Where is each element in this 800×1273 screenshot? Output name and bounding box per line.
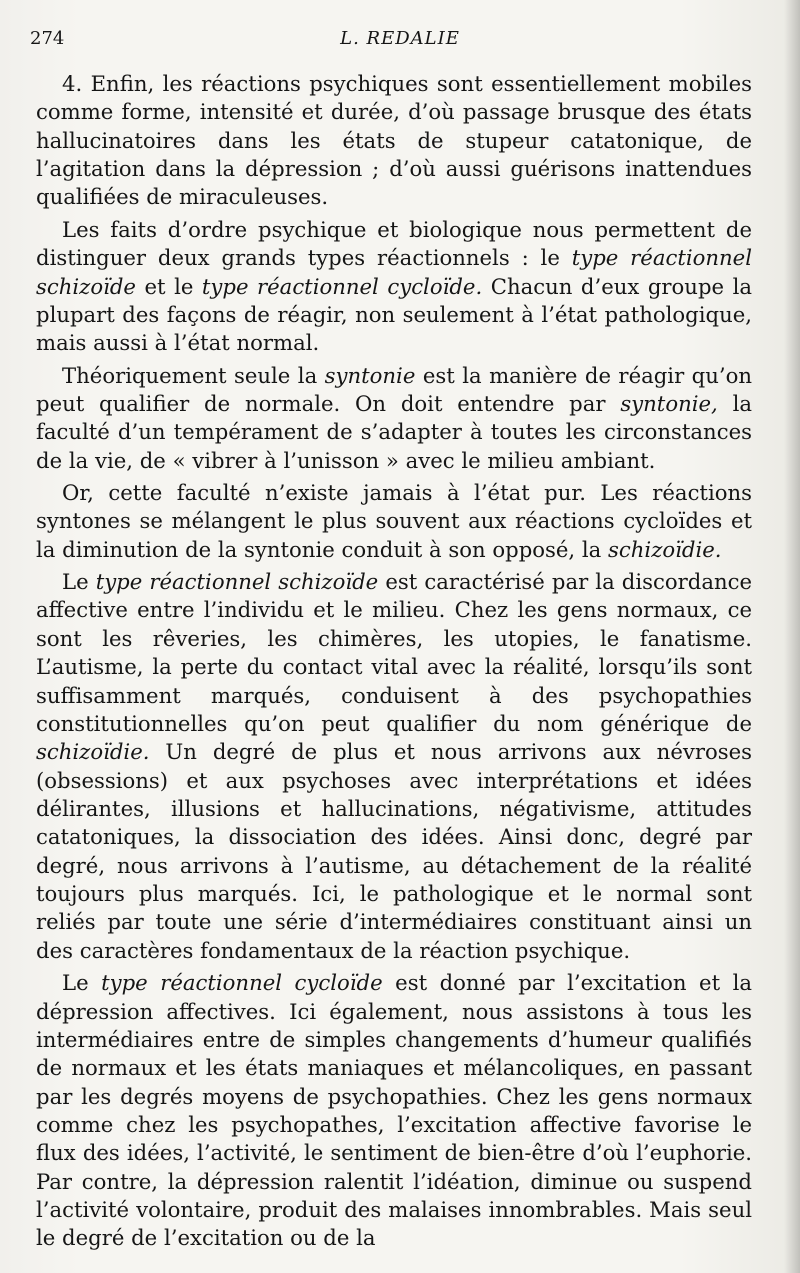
paragraph-5	[36, 568, 752, 965]
text-run: Le	[62, 569, 96, 595]
text-run: Théoriquement seule la	[62, 362, 325, 388]
paragraph-4	[36, 479, 752, 564]
italic-term: syntonie,	[620, 390, 718, 416]
text-run: Or, cette faculté n’existe jamais à l’état pur. Les réactions syntones se mélangent le plus souvent aux réactions cycloïdes et la diminution de la syntonie conduit à son opposé, la	[36, 480, 752, 562]
text-run: la faculté d’un tempérament de s’adapter à toutes les circonstances de la vie, de « vibrer à l’unisson » avec le milieu ambiant.	[36, 390, 752, 473]
italic-term: type réactionnel schizoïde	[95, 569, 379, 595]
text-run: Les faits d’ordre psychique et biologique nous permettent de distinguer deux grands types réactionnels : le	[36, 216, 752, 271]
body-text	[36, 70, 752, 1257]
italic-term: schizoïdie.	[36, 739, 150, 765]
page-header	[30, 28, 770, 52]
text-run: est caractérisé par la discordance affective entre l’individu et le milieu. Chez les gens normaux, ce sont les rêveries, les chimères, les utopies, le fanatisme. L’autisme, la perte du contact vital avec la réalité, lorsqu’ils sont suffisamment marqués, conduisent à des psychopathies constitutionnelles qu’on peut qualifier du nom générique de	[36, 569, 752, 736]
text-run: Chacun d’eux groupe la plupart des façons de réagir, non seulement à l’état pathologique, mais aussi à l’état normal.	[36, 273, 752, 356]
italic-term: type réactionnel cycloïde.	[201, 273, 483, 299]
text-run: et le	[135, 273, 202, 299]
paragraph-6	[36, 969, 752, 1253]
text-run: 4. Enfin, les réactions psychiques sont essentiellement mobiles comme forme, intensité et durée, d’où passage brusque des états hallucinatoires dans les états de stupeur catatonique, de l’agitation dans la dépression ; d’où aussi guérisons inattendues qualifiées de miraculeuses.	[36, 71, 752, 210]
running-head: L. REDALIE	[340, 28, 460, 49]
text-run: Un degré de plus et nous arrivons aux névroses (obsessions) et aux psychoses avec interprétations et idées délirantes, illusions et hallucinations, négativisme, attitudes catatoniques, la dissociation des idées. Ainsi donc, degré par degré, nous arrivons à l’autisme, au détachement de la réalité toujours plus marqués. Ici, le pathologique et le normal sont reliés par toute une série d’intermédiaires constituant ainsi un des caractères fondamentaux de la réaction psychique.	[36, 739, 752, 963]
italic-term: type réactionnel cycloïde	[101, 970, 383, 996]
page-number: 274	[30, 28, 65, 49]
italic-term: schizoïdie.	[608, 536, 722, 562]
text-run: est donné par l’excitation et la dépression affectives. Ici également, nous assistons à tous les intermédiaires entre de simples changements d’humeur qualifiés de normaux et les états maniaques et mélancoliques, en passant par les degrés moyens de psychopathies. Chez les gens normaux comme chez les psychopathes, l’excitation affective favorise le flux des idées, l’activité, le sentiment de bien-être d’où l’euphorie. Par contre, la dépression ralentit l’idéation, diminue ou suspend l’activité volontaire, produit des malaises innombrables. Mais seul le degré de l’excitation ou de la	[36, 970, 753, 1251]
text-run: Le	[62, 970, 102, 996]
text-run: est la manière de réagir qu’on peut qualifier de normale. On doit entendre par	[36, 362, 752, 416]
italic-term: syntonie	[324, 362, 416, 388]
paragraph-2	[36, 216, 752, 358]
italic-term: type réactionnel schizoïde	[36, 245, 752, 299]
paragraph-3	[36, 362, 752, 475]
paragraph-1	[36, 70, 752, 212]
